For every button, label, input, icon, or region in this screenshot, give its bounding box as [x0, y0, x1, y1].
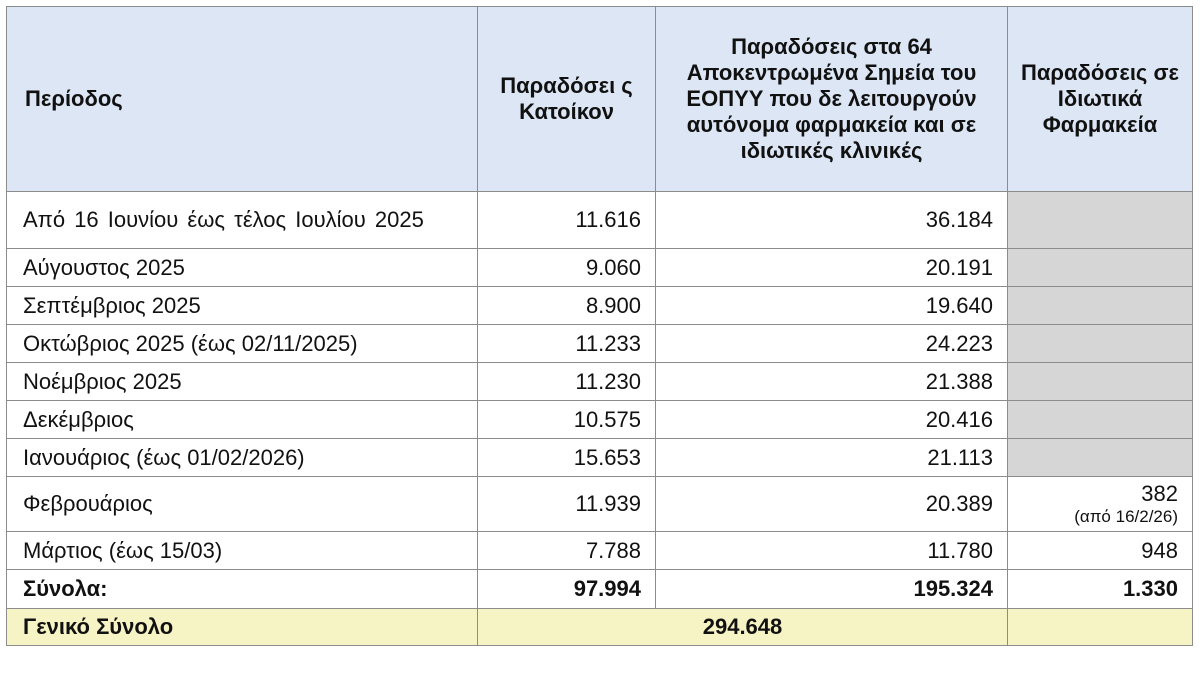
table-row [7, 325, 1193, 363]
eopyy-deliveries-cell: 36.184 [656, 192, 1008, 249]
private-deliveries-unavailable-cell [1008, 325, 1193, 363]
private-deliveries-cell: 948 [1008, 532, 1193, 570]
table-row [7, 401, 1193, 439]
header-home-deliveries: Παραδόσει ς Κατοίκον [478, 7, 656, 192]
home-deliveries-cell: 11.939 [478, 477, 656, 532]
private-deliveries-unavailable-cell [1008, 401, 1193, 439]
private-deliveries-unavailable-cell [1008, 249, 1193, 287]
totals-private-deliveries: 1.330 [1008, 570, 1193, 609]
table-row [7, 363, 1193, 401]
totals-label: Σύνολα: [7, 570, 478, 609]
home-deliveries-cell: 10.575 [478, 401, 656, 439]
table-header-row [7, 7, 1193, 192]
table-row [7, 439, 1193, 477]
grand-total-empty-cell [1008, 609, 1193, 646]
eopyy-deliveries-cell: 21.388 [656, 363, 1008, 401]
home-deliveries-cell: 11.233 [478, 325, 656, 363]
totals-home-deliveries: 97.994 [478, 570, 656, 609]
eopyy-deliveries-cell: 24.223 [656, 325, 1008, 363]
private-deliveries-cell [1008, 477, 1193, 532]
private-deliveries-note: (από 16/2/26) [1074, 507, 1178, 526]
header-period: Περίοδος [7, 7, 478, 192]
period-cell: Φεβρουάριος [7, 477, 478, 532]
grand-total-row [7, 609, 1193, 646]
deliveries-table [6, 6, 1193, 646]
header-eopyy-points-deliveries: Παραδόσεις στα 64 Αποκεντρωμένα Σημεία του ΕΟΠΥΥ που δε λειτουργούν αυτόνομα φαρμακεία και σε ιδιωτικές κλινικές [656, 7, 1008, 192]
table-row [7, 192, 1193, 249]
table-row [7, 249, 1193, 287]
period-cell: Δεκέμβριος [7, 401, 478, 439]
private-deliveries-value: 382 [1141, 481, 1178, 506]
private-deliveries-unavailable-cell [1008, 439, 1193, 477]
grand-total-value: 294.648 [478, 609, 1008, 646]
home-deliveries-cell: 8.900 [478, 287, 656, 325]
eopyy-deliveries-cell: 20.416 [656, 401, 1008, 439]
table-row [7, 532, 1193, 570]
period-cell: Σεπτέμβριος 2025 [7, 287, 478, 325]
private-deliveries-unavailable-cell [1008, 363, 1193, 401]
totals-eopyy-deliveries: 195.324 [656, 570, 1008, 609]
grand-total-label: Γενικό Σύνολο [7, 609, 478, 646]
header-private-pharmacies-deliveries: Παραδόσεις σε Ιδιωτικά Φαρμακεία [1008, 7, 1193, 192]
totals-row [7, 570, 1193, 609]
period-cell: Οκτώβριος 2025 (έως 02/11/2025) [7, 325, 478, 363]
home-deliveries-cell: 11.230 [478, 363, 656, 401]
period-cell: Νοέμβριος 2025 [7, 363, 478, 401]
home-deliveries-cell: 7.788 [478, 532, 656, 570]
eopyy-deliveries-cell: 19.640 [656, 287, 1008, 325]
deliveries-table-container [6, 6, 1193, 646]
private-deliveries-unavailable-cell [1008, 192, 1193, 249]
eopyy-deliveries-cell: 20.191 [656, 249, 1008, 287]
table-row [7, 477, 1193, 532]
eopyy-deliveries-cell: 20.389 [656, 477, 1008, 532]
home-deliveries-cell: 15.653 [478, 439, 656, 477]
home-deliveries-cell: 11.616 [478, 192, 656, 249]
period-cell: Μάρτιος (έως 15/03) [7, 532, 478, 570]
eopyy-deliveries-cell: 11.780 [656, 532, 1008, 570]
eopyy-deliveries-cell: 21.113 [656, 439, 1008, 477]
period-cell: Ιανουάριος (έως 01/02/2026) [7, 439, 478, 477]
private-deliveries-unavailable-cell [1008, 287, 1193, 325]
table-row [7, 287, 1193, 325]
period-cell: Από 16 Ιουνίου έως τέλος Ιουλίου 2025 [7, 192, 478, 249]
period-cell: Αύγουστος 2025 [7, 249, 478, 287]
home-deliveries-cell: 9.060 [478, 249, 656, 287]
